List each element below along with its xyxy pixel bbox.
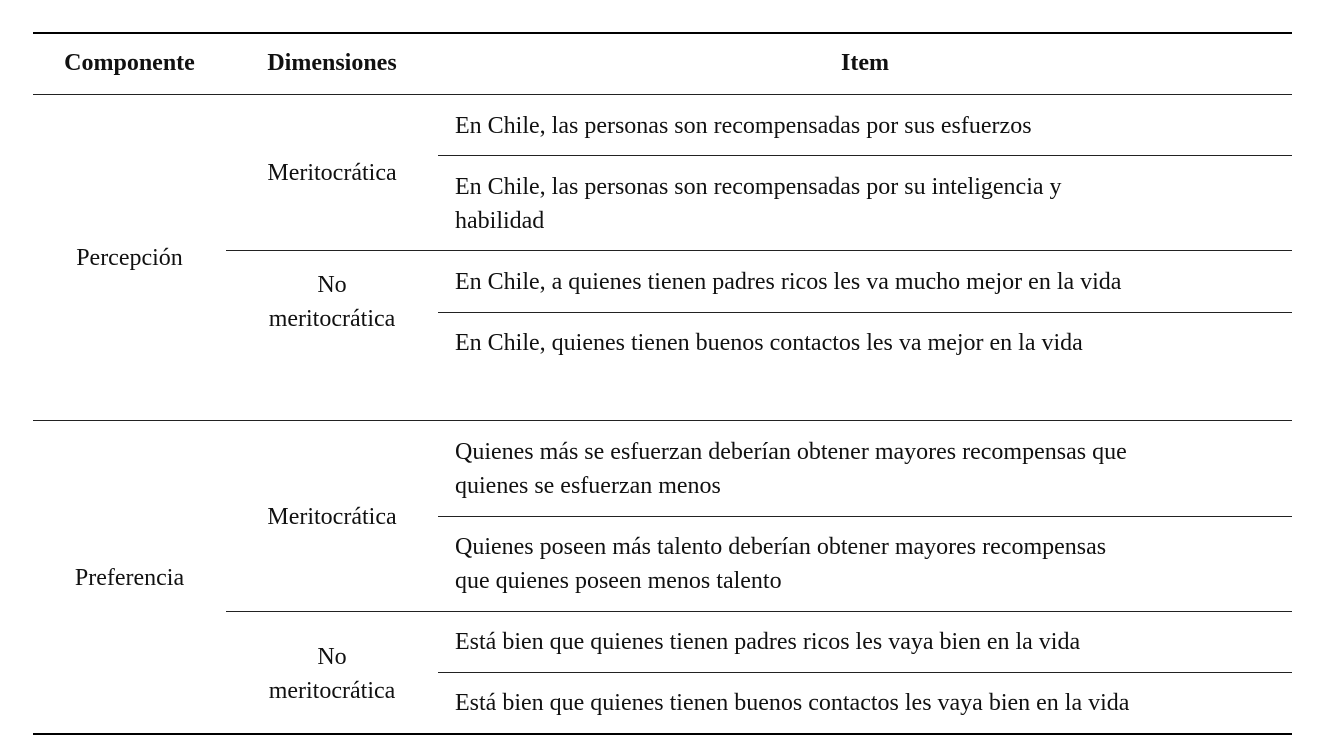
- dimension-no-meritocratica: [226, 268, 438, 336]
- group-divider: [226, 611, 1292, 612]
- row-divider: [438, 312, 1292, 313]
- table-top-rule: [33, 32, 1292, 34]
- item-line: En Chile, las personas son recompensadas por sus esfuerzos: [455, 113, 1032, 139]
- item-line: Está bien que quienes tienen buenos contactos les vaya bien en la vida: [455, 690, 1130, 716]
- componente-preferencia: Preferencia: [74, 565, 185, 591]
- item-text: [455, 109, 1032, 143]
- item-line: que quienes poseen menos talento: [455, 568, 782, 594]
- section-divider: [33, 420, 1292, 421]
- header-bottom-rule: [33, 94, 1292, 95]
- item-text: [455, 625, 1080, 659]
- dimension-no-meritocratica: [226, 640, 438, 708]
- item-line: habilidad: [455, 208, 545, 234]
- item-text: [455, 265, 1121, 299]
- row-divider: [438, 672, 1292, 673]
- header-dimensiones: Dimensiones: [267, 50, 397, 76]
- row-divider: [438, 516, 1292, 517]
- item-line: En Chile, quienes tienen buenos contactos les va mejor en la vida: [455, 330, 1083, 356]
- item-text: [455, 326, 1083, 360]
- dimension-meritocratica: Meritocrática: [267, 504, 397, 530]
- item-text: [455, 170, 1062, 238]
- header-componente: Componente: [64, 50, 195, 76]
- group-divider: [226, 250, 1292, 251]
- dimension-line: No: [317, 272, 347, 298]
- item-line: Está bien que quienes tienen padres ricos les vaya bien en la vida: [455, 629, 1081, 655]
- item-text: [455, 435, 1127, 503]
- item-text: [455, 530, 1106, 598]
- item-line: En Chile, las personas son recompensadas por su inteligencia y: [455, 174, 1062, 200]
- table-bottom-rule: [33, 733, 1292, 735]
- dimension-line: No: [317, 644, 347, 670]
- dimension-line: meritocrática: [268, 306, 396, 332]
- dimension-meritocratica: Meritocrática: [267, 160, 397, 186]
- item-line: En Chile, a quienes tienen padres ricos les va mucho mejor en la vida: [455, 269, 1122, 295]
- item-text: [455, 686, 1129, 720]
- row-divider: [438, 155, 1292, 156]
- componente-percepcion: Percepción: [76, 245, 183, 271]
- item-line: Quienes más se esfuerzan deberían obtener mayores recompensas que: [455, 439, 1127, 465]
- item-line: quienes se esfuerzan menos: [455, 473, 721, 499]
- item-line: Quienes poseen más talento deberían obtener mayores recompensas: [455, 534, 1107, 560]
- dimension-line: meritocrática: [268, 678, 396, 704]
- header-item: Item: [841, 50, 889, 76]
